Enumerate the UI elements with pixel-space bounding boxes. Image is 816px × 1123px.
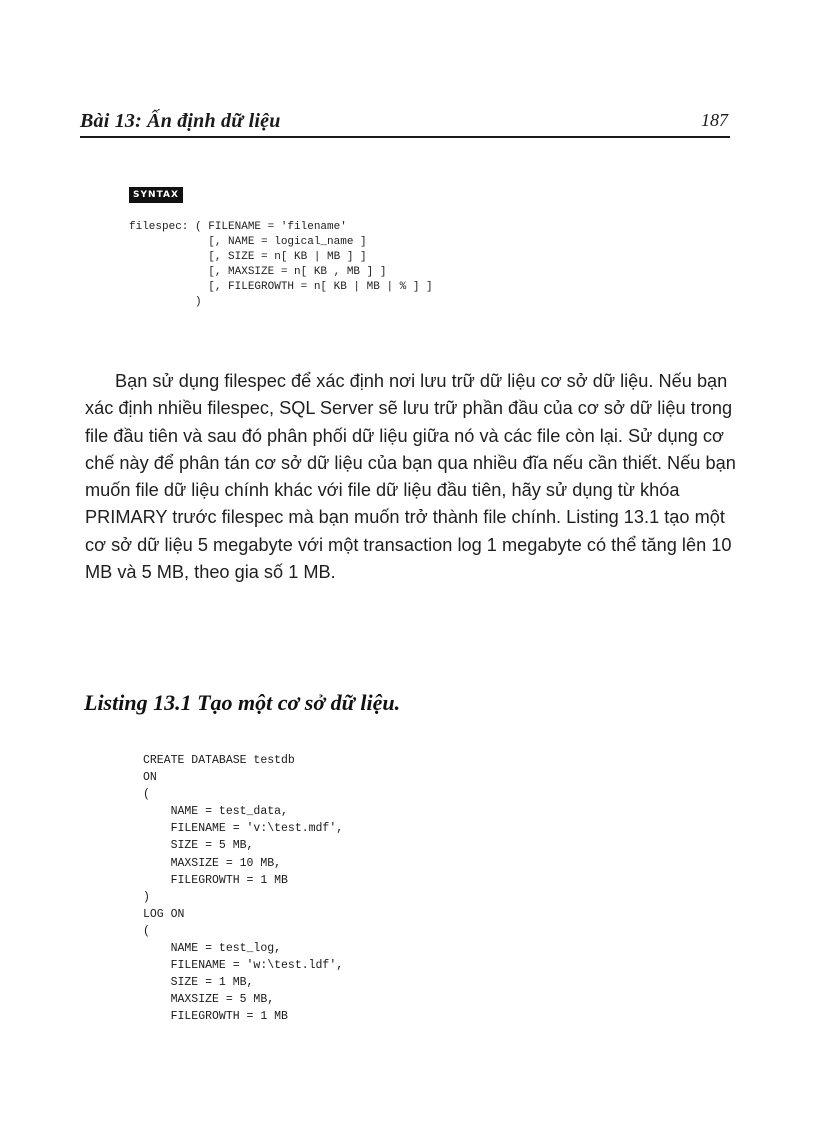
code-line: ) [143, 890, 150, 904]
code-line: MAXSIZE = 10 MB, [143, 856, 282, 870]
code-line: FILEGROWTH = 1 MB [143, 873, 288, 887]
code-line: FILENAME = 'w:\test.ldf', [143, 959, 344, 973]
code-line: ON [143, 771, 157, 785]
syntax-line: [, FILEGROWTH = n[ KB | MB | % ] ] [129, 281, 433, 293]
code-line: ( [143, 924, 150, 938]
syntax-line: ) [129, 296, 202, 308]
code-line: SIZE = 5 MB, [143, 839, 254, 853]
syntax-line: filespec: ( FILENAME = 'filename' [129, 221, 347, 233]
listing-code-block [143, 752, 343, 1026]
code-line: NAME = test_log, [143, 942, 282, 956]
running-header [80, 108, 730, 138]
body-paragraph: Bạn sử dụng filespec để xác định nơi lưu trữ dữ liệu cơ sở dữ liệu. Nếu bạn xác định nhiều filespec, SQL Server sẽ lưu trữ phần đầu của cơ sở dữ liệu trong file đầu tiên và sau đó phân phối dữ liệu giữa nó và các file còn lại. Sử dụng cơ chế này để phân tán cơ sở dữ liệu của bạn qua nhiều đĩa nếu cần thiết. Nếu bạn muốn file dữ liệu chính khác với file dữ liệu đầu tiên, hãy sử dụng từ khóa PRIMARY trước filespec mà bạn muốn trở thành file chính. Listing 13.1 tạo một cơ sở dữ liệu 5 megabyte với một transaction log 1 megabyte có thể tăng lên 10 MB và 5 MB, theo gia số 1 MB. [85, 371, 736, 583]
syntax-code-block [129, 220, 433, 310]
code-line: MAXSIZE = 5 MB, [143, 993, 275, 1007]
code-line: FILEGROWTH = 1 MB [143, 1010, 288, 1024]
code-line: FILENAME = 'v:\test.mdf', [143, 822, 344, 836]
listing-caption: Listing 13.1 Tạo một cơ sở dữ liệu. [84, 690, 401, 715]
code-line: ( [143, 788, 150, 802]
syntax-line: [, SIZE = n[ KB | MB ] ] [129, 251, 367, 263]
page-number: 187 [701, 110, 728, 130]
code-line: SIZE = 1 MB, [143, 976, 254, 990]
chapter-title: Bài 13: Ấn định dữ liệu [80, 110, 281, 132]
syntax-line: [, NAME = logical_name ] [129, 236, 367, 248]
syntax-badge: SYNTAX [129, 187, 183, 203]
body-text [85, 368, 737, 586]
code-line: LOG ON [143, 907, 185, 921]
code-line: NAME = test_data, [143, 805, 288, 819]
code-line: CREATE DATABASE testdb [143, 754, 295, 767]
syntax-line: [, MAXSIZE = n[ KB , MB ] ] [129, 266, 387, 278]
